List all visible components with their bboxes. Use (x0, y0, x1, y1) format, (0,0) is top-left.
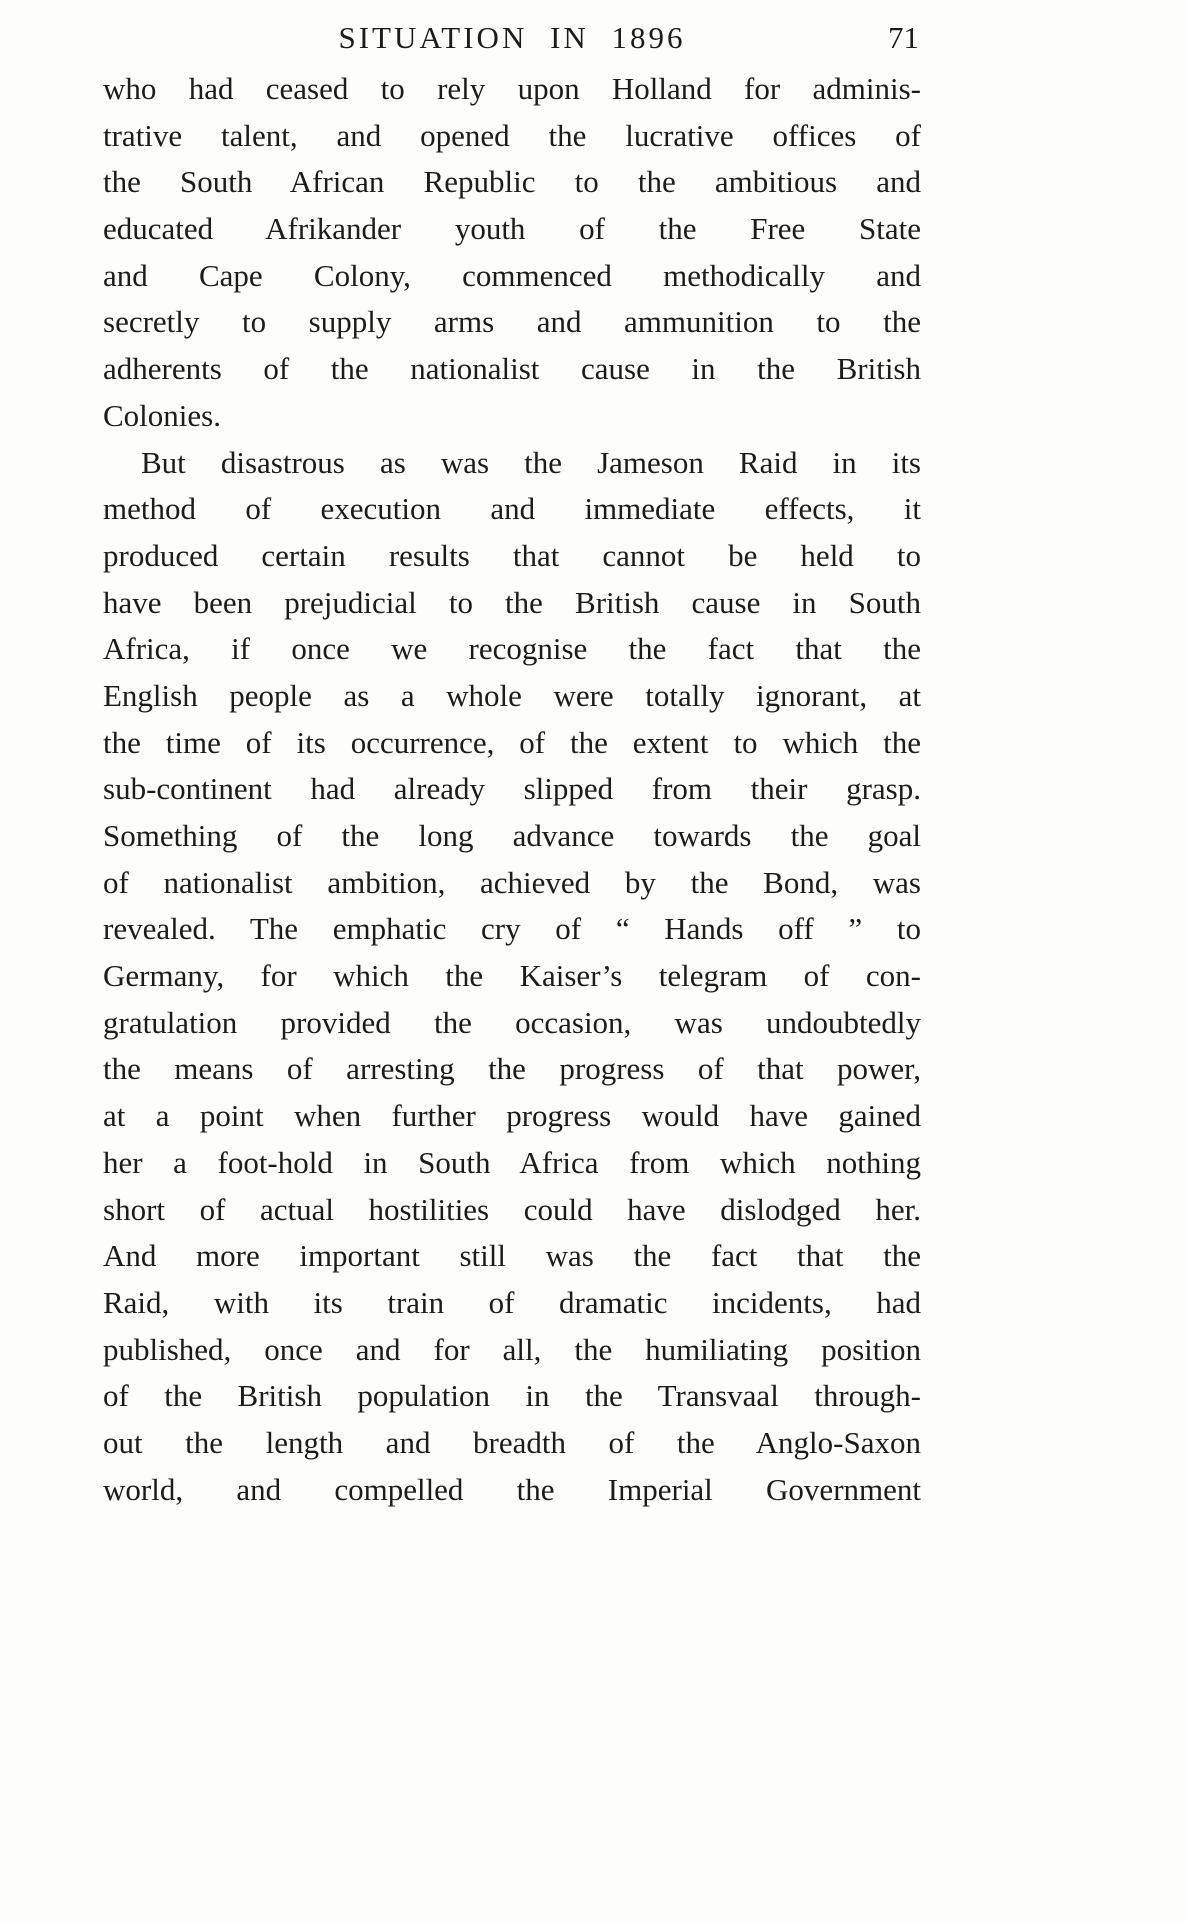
text-line: sub-continent had already slipped from their grasp. (103, 771, 921, 807)
text-line: her a foot-hold in South Africa from which nothing (103, 1144, 921, 1180)
text-line: the time of its occurrence, of the extent to which the (103, 724, 921, 760)
text-line: who had ceased to rely upon Holland for adminis- (103, 71, 921, 106)
paragraph (103, 66, 921, 440)
text-line: and Cape Colony, commenced methodically and (103, 257, 921, 293)
paragraph (103, 440, 921, 1514)
text-line: the South African Republic to the ambitious and (103, 164, 921, 200)
text-line: Raid, with its train of dramatic incidents, had (103, 1284, 921, 1320)
page-header (103, 16, 921, 60)
text-line: educated Afrikander youth of the Free State (103, 211, 921, 247)
text-line: adherents of the nationalist cause in the British (103, 351, 921, 387)
text-line: Africa, if once we recognise the fact that the (103, 631, 921, 667)
text-line: have been prejudicial to the British cause in South (103, 584, 921, 620)
text-line: English people as a whole were totally ignorant, at (103, 677, 921, 713)
text-line: out the length and breadth of the Anglo-Saxon (103, 1424, 921, 1460)
text-line: revealed. The emphatic cry of “ Hands off ” to (103, 911, 921, 947)
text-line: at a point when further progress would have gained (103, 1098, 921, 1134)
text-block (103, 66, 921, 1513)
text-line: Something of the long advance towards the goal (103, 818, 921, 853)
text-line: produced certain results that cannot be held to (103, 537, 921, 573)
text-line: short of actual hostilities could have dislodged her. (103, 1191, 921, 1227)
page-number: 71 (888, 20, 919, 55)
text-line: the means of arresting the progress of that power, (103, 1051, 921, 1087)
text-line: world, and compelled the Imperial Government (103, 1471, 921, 1507)
running-head-title: SITUATION IN 1896 (338, 20, 686, 55)
text-line: Colonies. (103, 397, 221, 433)
text-line: of nationalist ambition, achieved by the Bond, was (103, 864, 921, 900)
text-line: of the British population in the Transvaal through- (103, 1378, 921, 1414)
text-line: But disastrous as was the Jameson Raid in its (141, 444, 921, 480)
text-line: And more important still was the fact that the (103, 1238, 921, 1274)
text-line: published, once and for all, the humiliating position (103, 1331, 921, 1367)
text-line: method of execution and immediate effects, it (103, 491, 921, 527)
text-line: trative talent, and opened the lucrative offices of (103, 117, 921, 153)
text-line: Germany, for which the Kaiser’s telegram of con- (103, 958, 921, 994)
text-line: secretly to supply arms and ammunition to the (103, 304, 921, 340)
text-line: gratulation provided the occasion, was undoubtedly (103, 1004, 921, 1040)
